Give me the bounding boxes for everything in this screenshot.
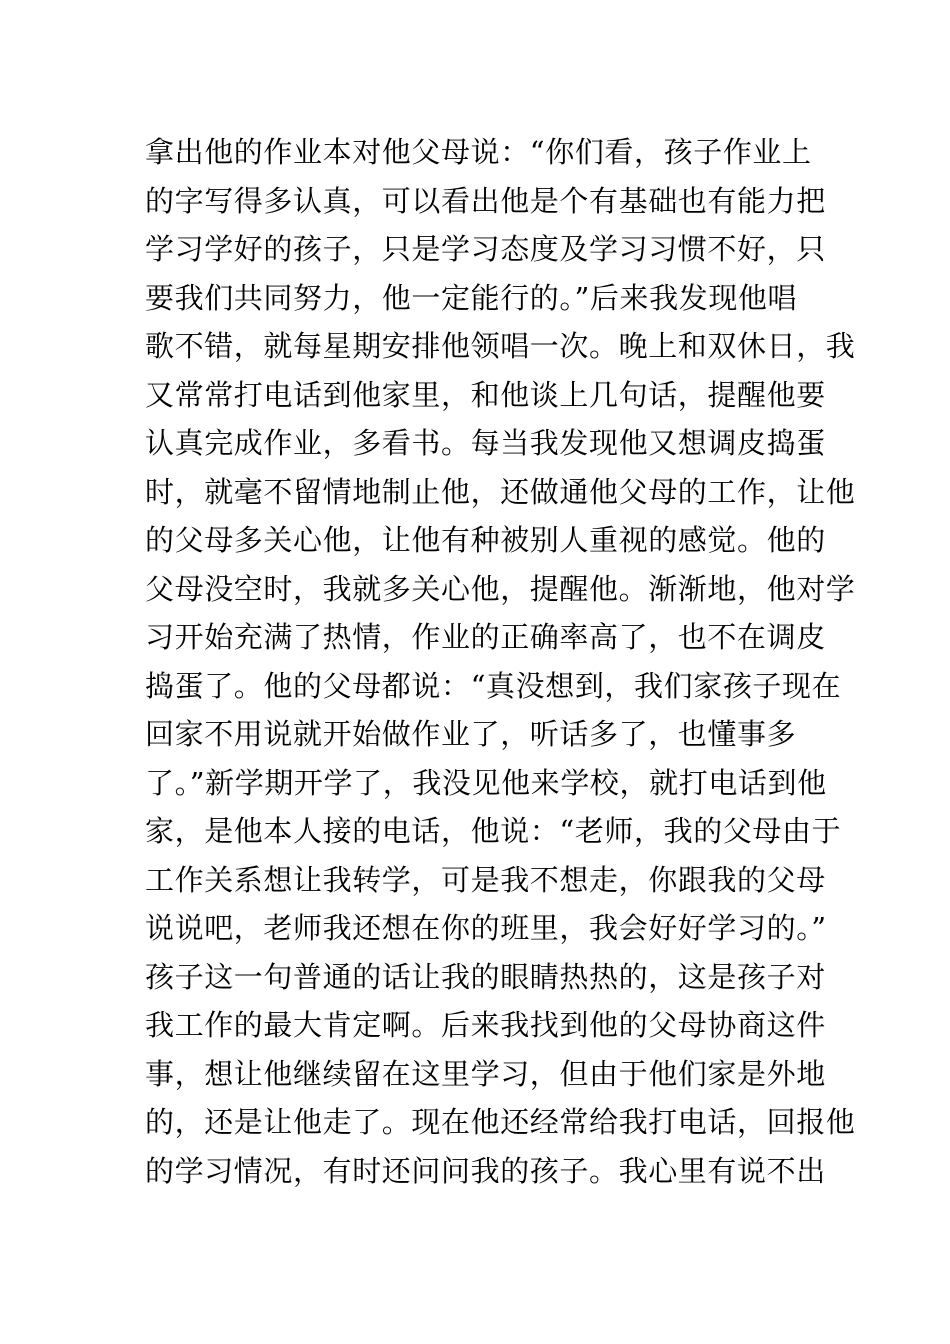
- text-line: 孩子这一句普通的话让我的眼睛热热的，这是孩子对: [145, 959, 826, 994]
- text-line: 要我们共同努力，他一定能行的。”后来我发现他唱: [145, 280, 798, 315]
- text-line: 的字写得多认真，可以看出他是个有基础也有能力把: [145, 183, 826, 218]
- text-line: 我工作的最大肯定啊。后来我找到他的父母协商这件: [145, 1008, 826, 1042]
- text-line: 家，是他本人接的电话，他说：“老师，我的父母由于: [145, 814, 842, 848]
- text-line: 又常常打电话到他家里，和他谈上几句话，提醒他要: [145, 377, 826, 412]
- text-line: 拿出他的作业本对他父母说：“你们看，孩子作业上: [145, 135, 812, 169]
- text-line: 事，想让他继续留在这里学习，但由于他们家是外地: [145, 1056, 826, 1091]
- text-line: 说说吧，老师我还想在你的班里，我会好好学习的。”: [145, 911, 827, 945]
- text-line: 的学习情况，有时还问问我的孩子。我心里有说不出: [145, 1153, 826, 1188]
- text-line: 的，还是让他走了。现在他还经常给我打电话，回报他: [145, 1105, 856, 1139]
- text-line: 了。”新学期开学了，我没见他来学校，就打电话到他: [145, 765, 827, 800]
- text-line: 认真完成作业，多看书。每当我发现他又想调皮捣蛋: [145, 426, 826, 460]
- text-line: 捣蛋了。他的父母都说：“真没想到，我们家孩子现在: [145, 668, 842, 703]
- text-line: 回家不用说就开始做作业了，听话多了，也懂事多: [145, 717, 797, 751]
- text-line: 工作关系想让我转学，可是我不想走，你跟我的父母: [145, 862, 826, 897]
- text-line: 父母没空时，我就多关心他，提醒他。渐渐地，他对学: [145, 571, 856, 606]
- text-line: 习开始充满了热情，作业的正确率高了，也不在调皮: [145, 620, 826, 654]
- text-line: 的父母多关心他，让他有种被别人重视的感觉。他的: [145, 523, 826, 557]
- text-line: 歌不错，就每星期安排他领唱一次。晚上和双休日，我: [145, 329, 856, 363]
- text-line: 学习学好的孩子，只是学习态度及学习习惯不好，只: [145, 232, 826, 266]
- text-line: 时，就毫不留情地制止他，还做通他父母的工作，让他: [145, 474, 856, 509]
- body-text: [145, 128, 856, 1195]
